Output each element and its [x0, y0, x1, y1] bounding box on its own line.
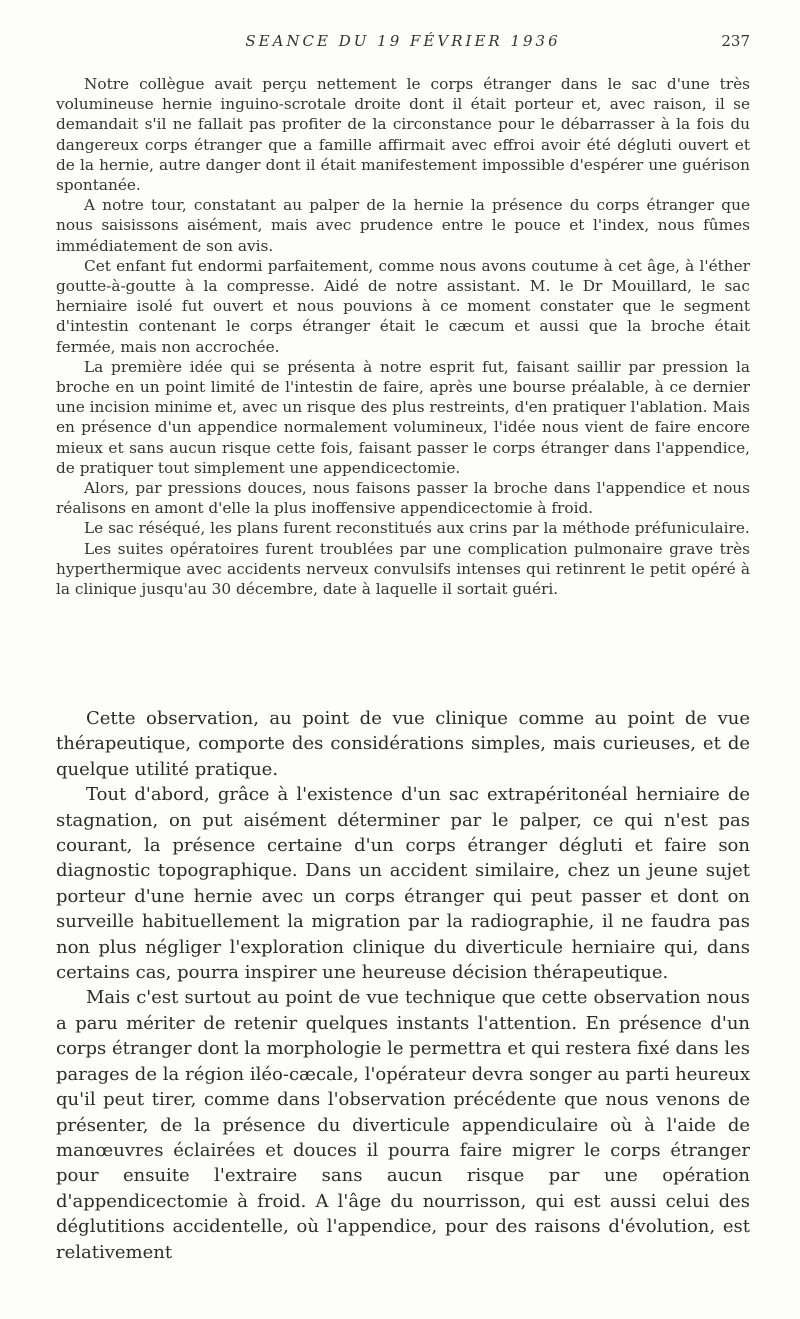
running-head: SEANCE DU 19 FÉVRIER 1936	[245, 32, 561, 50]
discussion-text	[56, 706, 750, 1265]
case-paragraph: Cet enfant fut endormi parfaitement, comme nous avons coutume à cet âge, à l'éther goutte-à-goutte à la compresse. Aidé de notre assistant. M. le Dr Mouillard, le sac herniaire isolé fut ouvert et nous pouvions à ce moment constater que le segment d'intestin contenant le corps étranger était le cæcum et aussi que la broche était fermée, mais non accrochée.	[56, 256, 750, 356]
page-header	[56, 32, 750, 54]
case-report-text	[56, 74, 750, 599]
page-number: 237	[721, 32, 750, 50]
discussion-paragraph: Cette observation, au point de vue clinique comme au point de vue thérapeutique, comporte des considérations simples, mais curieuses, et de quelque utilité pratique.	[56, 708, 750, 780]
case-paragraph: Alors, par pressions douces, nous faisons passer la broche dans l'appendice et nous réalisons en amont d'elle la plus inoffensive appendicectomie à froid.	[56, 479, 750, 518]
case-paragraph: Notre collègue avait perçu nettement le corps étranger dans le sac d'une très volumineuse hernie inguino-scrotale droite dont il était porteur et, avec raison, il se demandait s'il ne fallait pas profiter de la circonstance pour le débarrasser à la fois du dangereux corps étranger que a famille affirmait avec effroi avoir été dégluti ouvert et de la hernie, autre danger dont il était manifestement impossible d'espérer une guérison spontanée.	[56, 75, 750, 195]
case-paragraph: Le sac réséqué, les plans furent reconstitués aux crins par la méthode préfuniculaire.	[84, 519, 750, 538]
case-paragraph: A notre tour, constatant au palper de la hernie la présence du corps étranger que nous saisissons aisément, mais avec prudence entre le pouce et l'index, nous fûmes immédiatement de son avis.	[56, 196, 750, 255]
case-paragraph: La première idée qui se présenta à notre esprit fut, faisant saillir par pression la broche en un point limité de l'intestin de faire, après une bourse préalable, à ce dernier une incision minime et, avec un risque des plus restreints, d'en pratiquer l'ablation. Mais en présence d'un appendice normalement volumineux, l'idée nous vient de faire encore mieux et sans aucun risque cette fois, faisant passer le corps étranger dans l'appendice, de pratiquer tout simplement une appendicectomie.	[56, 357, 750, 477]
discussion-paragraph: Mais c'est surtout au point de vue technique que cette observation nous a paru mériter de retenir quelques instants l'attention. En présence d'un corps étranger dont la morphologie le permettra et qui restera fixé dans les parages de la région iléo-cæcale, l'opérateur devra songer au parti heureux qu'il peut tirer, comme dans l'observation précédente que nous venons de présenter, de la présence du diverticule appendiculaire où à l'aide de manœuvres éclairées et douces il pourra faire migrer le corps étranger pour ensuite l'extraire sans aucun risque par une opération d'appendicectomie à froid. A l'âge du nourrisson, qui est aussi celui des déglutitions accidentelle, où l'appendice, pour des raisons d'évolution, est relativement	[56, 987, 750, 1263]
discussion-paragraph: Tout d'abord, grâce à l'existence d'un sac extrapéritonéal herniaire de stagnation, on put aisément déterminer par le palper, ce qui n'est pas courant, la présence certaine d'un corps étranger dégluti et faire son diagnostic topographique. Dans un accident similaire, chez un jeune sujet porteur d'une hernie avec un corps étranger qui peut passer et dont on surveille habituellement la migration par la radiographie, il ne faudra pas non plus négliger l'exploration clinique du diverticule herniaire qui, dans certains cas, pourra inspirer une heureuse décision thérapeutique.	[56, 784, 750, 984]
case-paragraph: Les suites opératoires furent troublées par une complication pulmonaire grave très hyperthermique avec accidents nerveux convulsifs intenses qui retinrent le petit opéré à la clinique jusqu'au 30 décembre, date à laquelle il sortait guéri.	[56, 539, 750, 599]
